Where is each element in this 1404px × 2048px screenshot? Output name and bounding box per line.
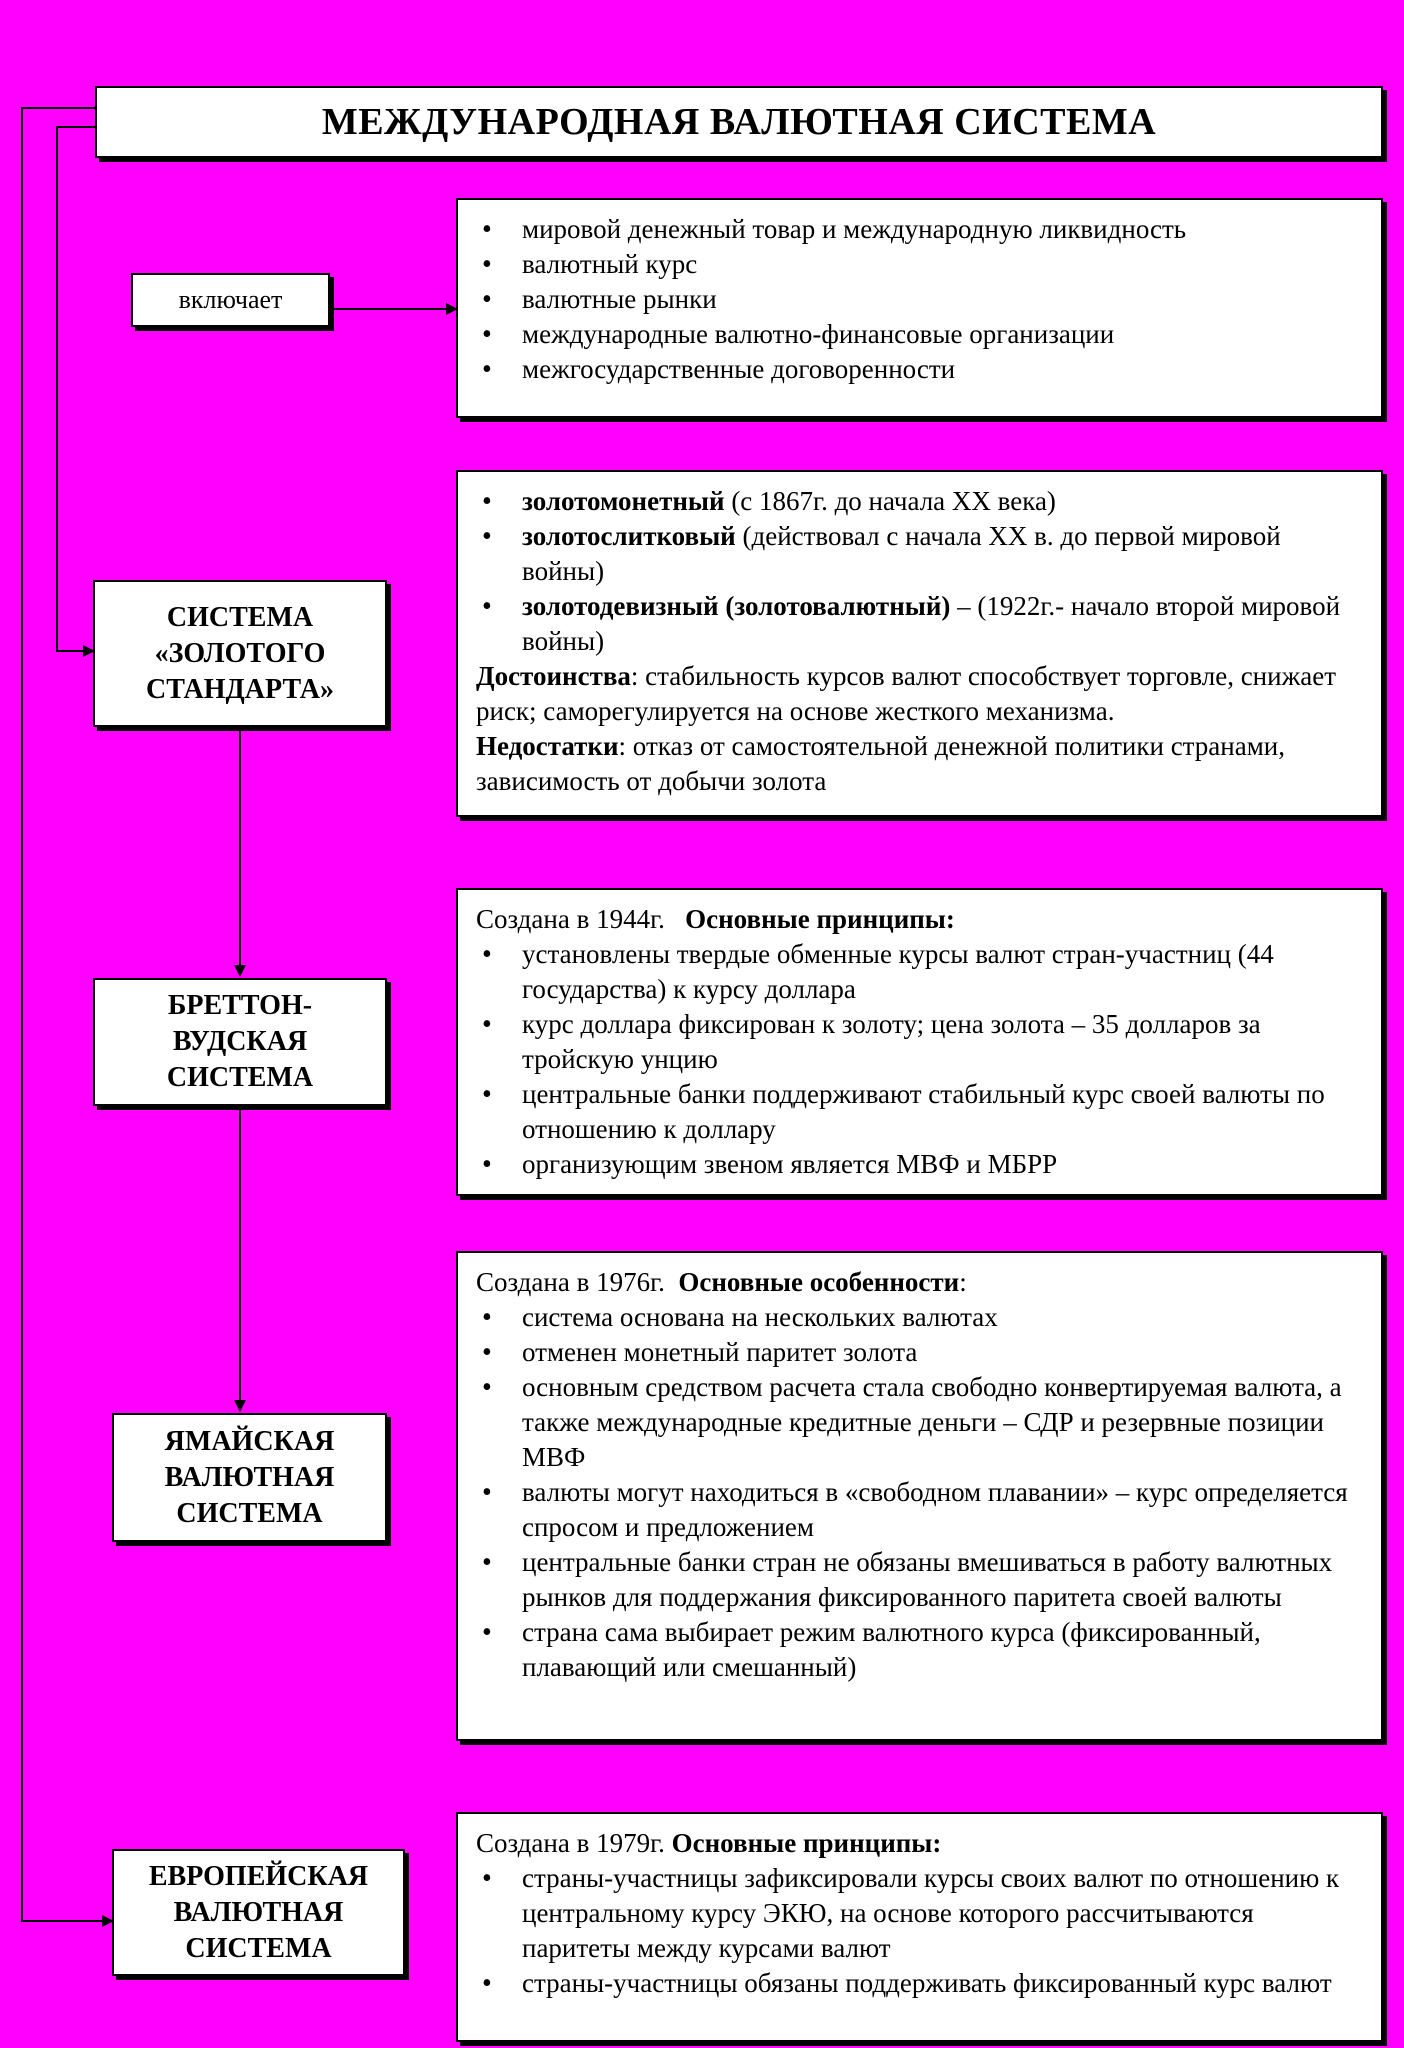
list-item: • мировой денежный товар и международную ликвидность: [476, 212, 1363, 247]
list-item: • международные валютно-финансовые организации: [476, 317, 1363, 352]
arrow-title-to-gold: [57, 127, 95, 651]
jamaica-box: [456, 1251, 1383, 1741]
list-item: • золотодевизный (золотовалютный) – (1922г.- начало второй мировой войны): [476, 589, 1363, 659]
list-item: • золотомонетный (с 1867г. до начала XX века): [476, 484, 1363, 519]
list-item: • страны-участницы зафиксировали курсы своих валют по отношению к центральному курсу ЭКЮ, на основе которого рассчитываются паритеты между курсами валют: [476, 1861, 1363, 1966]
diagram-title: МЕЖДУНАРОДНАЯ ВАЛЮТНАЯ СИСТЕМА: [95, 86, 1383, 158]
list-item: • центральные банки поддерживают стабильный курс своей валюты по отношению к доллару: [476, 1077, 1363, 1147]
list-item: • курс доллара фиксирован к золоту; цена золота – 35 долларов за тройскую унцию: [476, 1007, 1363, 1077]
list-item: • установлены твердые обменные курсы валют стран-участниц (44 государства) к курсу доллара: [476, 937, 1363, 1007]
cons-text: Недостатки: отказ от самостоятельной денежной политики странами, зависимость от добычи золота: [476, 731, 1286, 796]
includes-label: включает: [131, 273, 330, 327]
list-item: • организующим звеном является МВФ и МБРР: [476, 1147, 1363, 1182]
pros-text: Достоинства: стабильность курсов валют способствует торговле, снижает риск; саморегулируется на основе жесткого механизма.: [476, 661, 1336, 726]
list-item: • система основана на нескольких валютах: [476, 1300, 1363, 1335]
european-box: [456, 1812, 1383, 2042]
list-item: • отменен монетный паритет золота: [476, 1335, 1363, 1370]
list-item: • золотослитковый (действовал с начала XX в. до первой мировой войны): [476, 519, 1363, 589]
list-item: • основным средством расчета стала свободно конвертируемая валюта, а также международные кредитные деньги – СДР и резервные позиции МВФ: [476, 1370, 1363, 1475]
includes-list-box: [456, 198, 1383, 418]
bretton-woods-box: [456, 888, 1383, 1196]
list-item: • валюты могут находиться в «свободном плавании» – курс определяется спросом и предложением: [476, 1475, 1363, 1545]
list-item: • валютный курс: [476, 247, 1363, 282]
jamaica-label: ЯМАЙСКАЯ ВАЛЮТНАЯ СИСТЕМА: [112, 1413, 387, 1542]
list-item: • валютные рынки: [476, 282, 1363, 317]
jamaica-intro: Создана в 1976г. Основные особенности:: [476, 1267, 967, 1297]
gold-standard-box: [456, 470, 1383, 817]
gold-standard-label: СИСТЕМА «ЗОЛОТОГО СТАНДАРТА»: [93, 580, 387, 727]
european-label: ЕВРОПЕЙСКАЯ ВАЛЮТНАЯ СИСТЕМА: [112, 1849, 405, 1976]
list-item: • страна сама выбирает режим валютного курса (фиксированный, плавающий или смешанный): [476, 1615, 1363, 1685]
list-item: • центральные банки стран не обязаны вмешиваться в работу валютных рынков для поддержания фиксированного паритета своей валюты: [476, 1545, 1363, 1615]
list-item: • межгосударственные договоренности: [476, 352, 1363, 387]
european-intro: Создана в 1979г. Основные принципы:: [476, 1828, 942, 1858]
list-item: • страны-участницы обязаны поддерживать фиксированный курс валют: [476, 1966, 1363, 2001]
bretton-woods-label: БРЕТТОН- ВУДСКАЯ СИСТЕМА: [93, 978, 387, 1106]
bretton-intro: Создана в 1944г. Основные принципы:: [476, 904, 955, 934]
